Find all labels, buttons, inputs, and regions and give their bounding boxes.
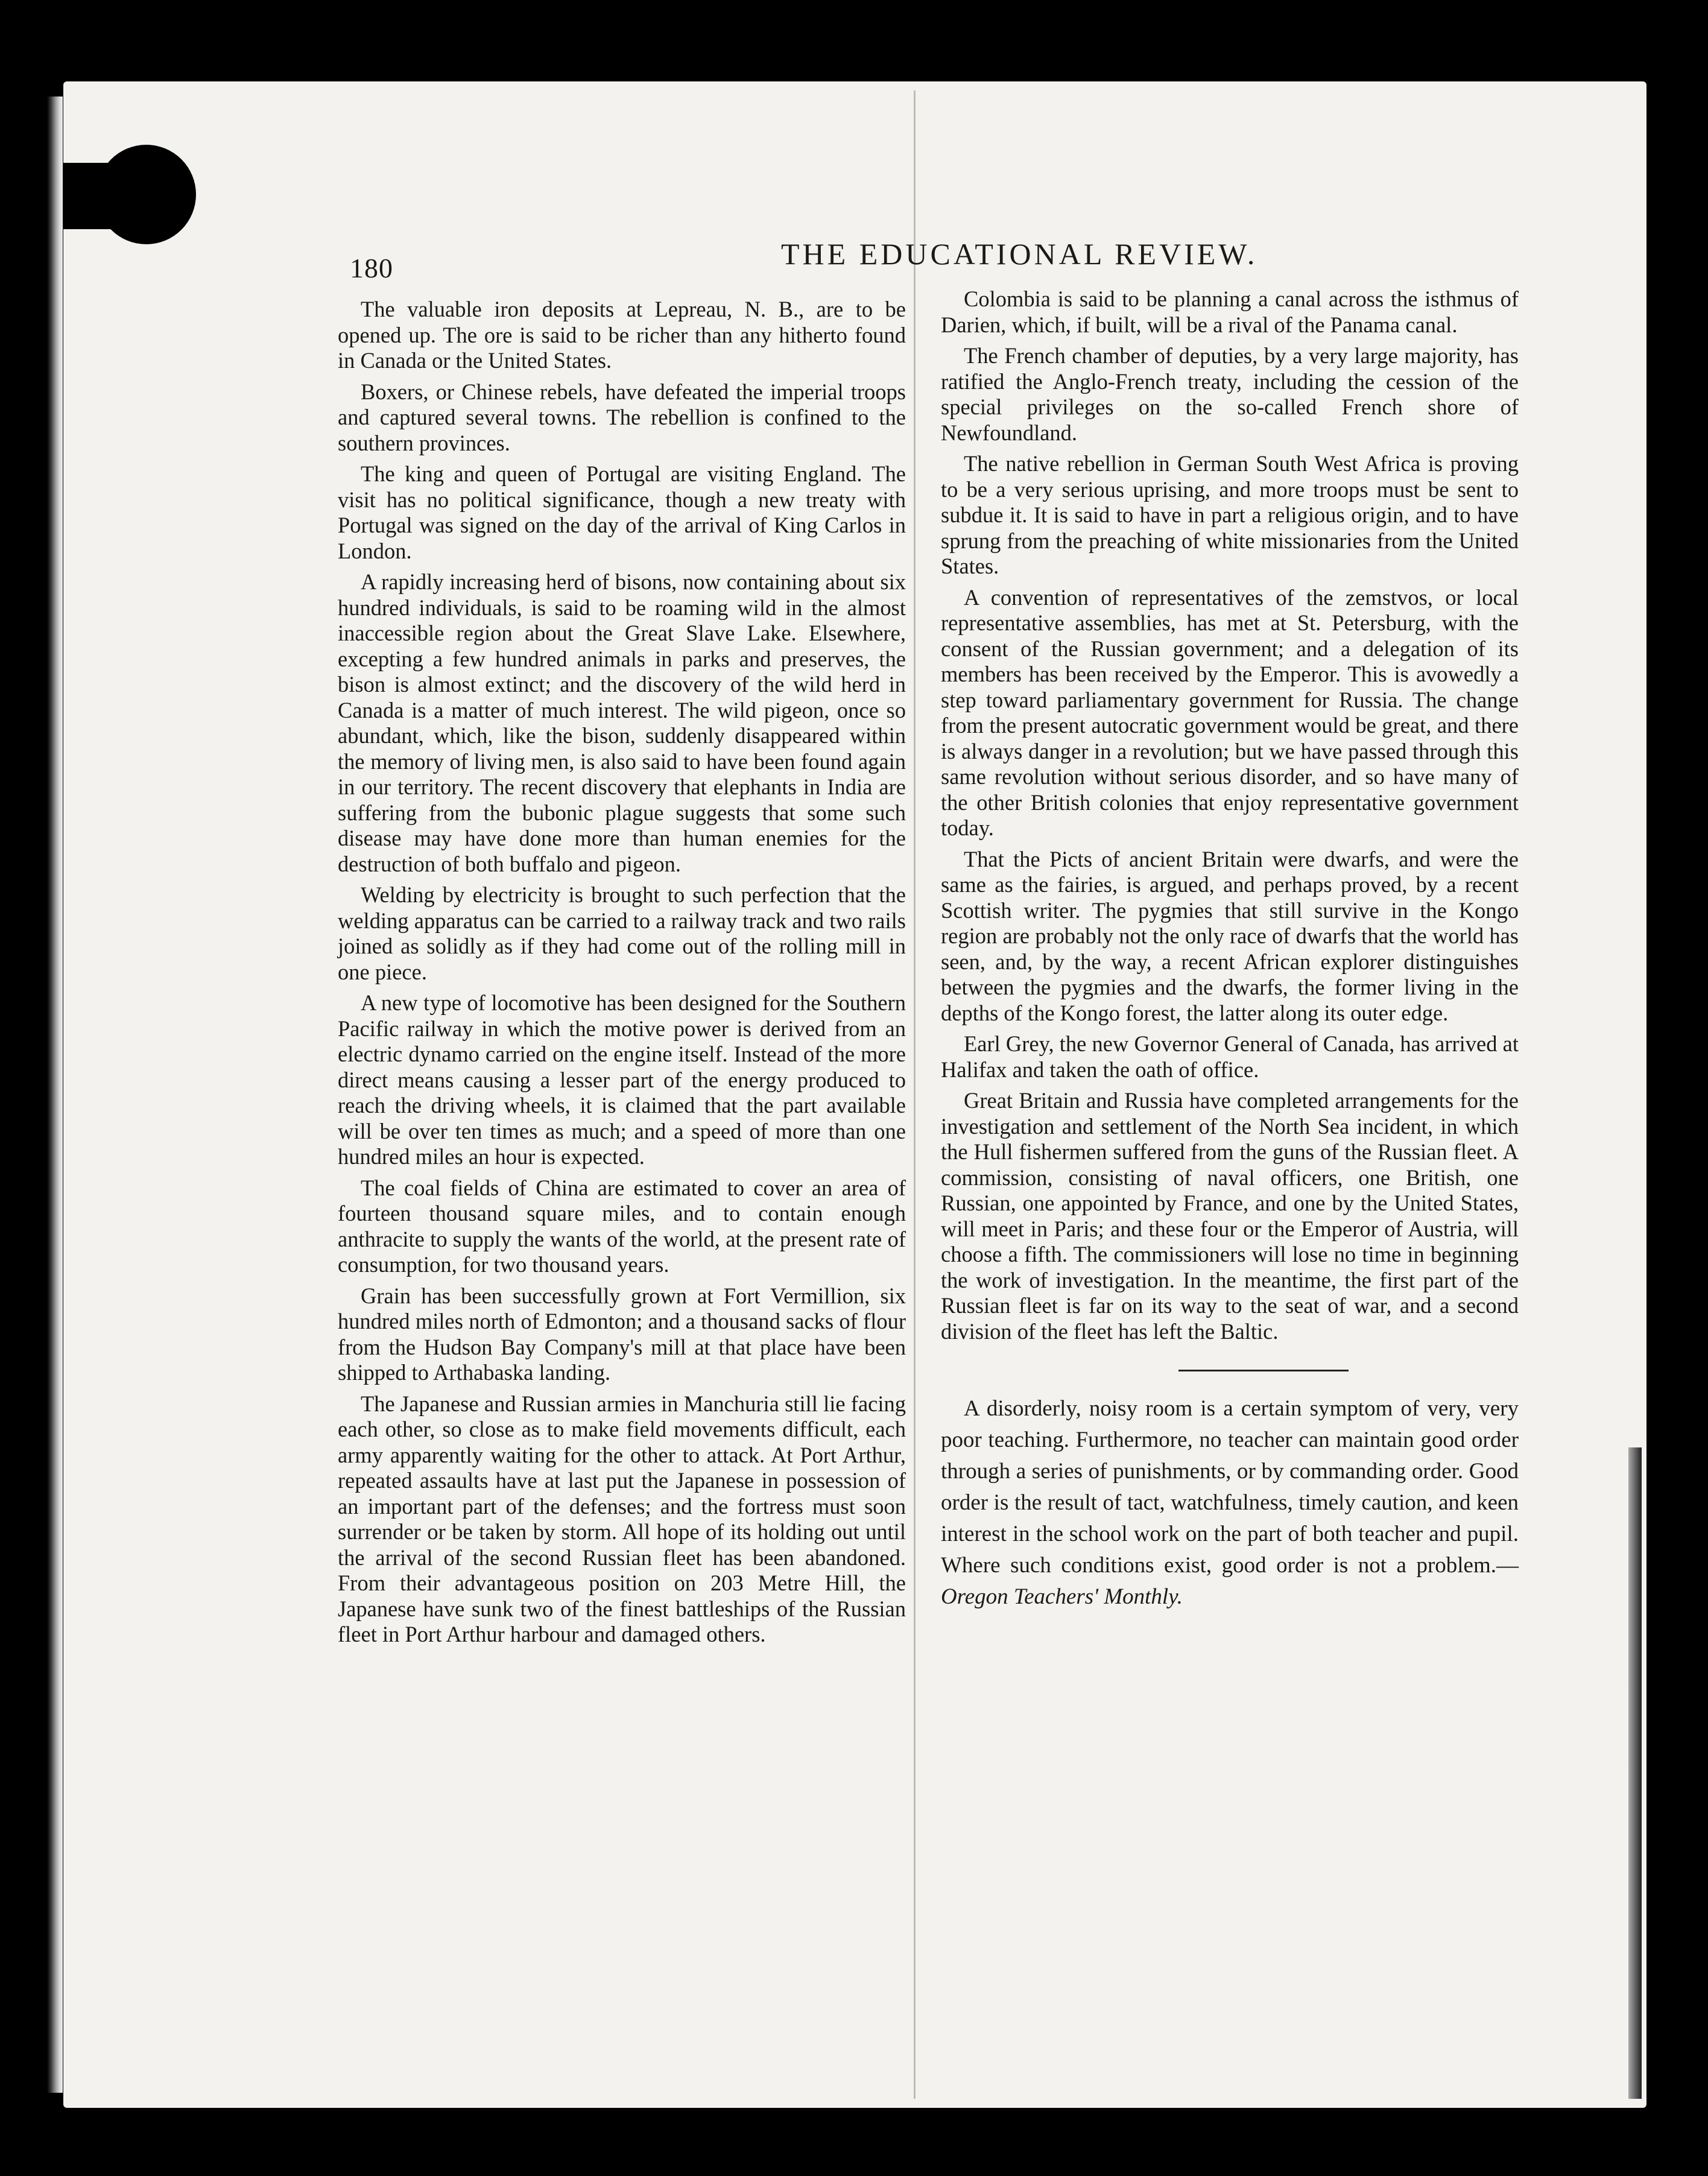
news-paragraph: A rapidly increasing herd of bisons, now containing about six hundred individuals, is said to be roaming wild in the almost inaccessible region about the Great Slave Lake. Elsewhere, excepting a few hundred animals in parks and preserves, the bison is almost extinct; and the discovery of the wild herd in Canada is a matter of much interest. The wild pigeon, once so abundant, which, like the bison, suddenly disappeared within the memory of living men, is also said to have been found again in our territory. The recent discovery that elephants in India are suffering from the bubonic plague suggests that some such disease may have done more than human enemies for the destruction of both buffalo and pigeon.	[338, 569, 906, 876]
news-paragraph: The native rebellion in German South West Africa is proving to be a very serious uprising, and more troops must be sent to subdue it. It is said to have in part a religious origin, and to have sprung from the preaching of white missionaries from the United States.	[941, 451, 1519, 578]
news-paragraph: A new type of locomotive has been designed for the Southern Pacific railway in which the motive power is derived from an electric dynamo carried on the engine itself. Instead of the more direct means causing a lesser part of the energy produced to reach the driving wheels, it is claimed that the part available will be over ten times as much; and a speed of more than one hundred miles an hour is expected.	[338, 990, 906, 1169]
news-paragraph: The valuable iron deposits at Lepreau, N. B., are to be opened up. The ore is said to be richer than any hitherto found in Canada or the United States.	[338, 297, 906, 373]
news-paragraph: Earl Grey, the new Governor General of Canada, has arrived at Halifax and taken the oath of office.	[941, 1031, 1519, 1082]
left-column	[338, 297, 906, 1653]
binding-edge	[47, 96, 63, 2093]
news-paragraph: The king and queen of Portugal are visiting England. The visit has no political significance, though a new treaty with Portugal was signed on the day of the arrival of King Carlos in London.	[338, 461, 906, 563]
quote-source: Oregon Teachers' Monthly.	[941, 1584, 1183, 1609]
news-paragraph: Great Britain and Russia have completed arrangements for the investigation and settlement of the North Sea incident, in which the Hull fishermen suffered from the guns of the Russian fleet. A commission, consisting of naval officers, one British, one Russian, one appointed by France, and one by the United States, will meet in Paris; and these four or the Emperor of Austria, will choose a fifth. The commissioners will lose no time in beginning the work of investigation. In the meantime, the first part of the Russian fleet is far on its way to the seat of war, and a second division of the fleet has left the Baltic.	[941, 1088, 1519, 1344]
journal-title: THE EDUCATIONAL REVIEW.	[781, 237, 1258, 271]
page-number: 180	[350, 253, 393, 283]
news-paragraph: Grain has been successfully grown at Fort Vermillion, six hundred miles north of Edmonton; and a thousand sacks of flour from the Hudson Bay Company's mill at that place have been shipped to Arthabaska landing.	[338, 1283, 906, 1385]
news-paragraph: A convention of representatives of the zemstvos, or local representative assemblies, has met at St. Petersburg, with the consent of the Russian government; and a delegation of its members has been received by the Emperor. This is avowedly a step toward parliamentary government for Russia. The change from the present autocratic government would be great, and there is always danger in a revolution; but we have passed through this same revolution without serious disorder, and so have many of the other British colonies that enjoy representative government today.	[941, 584, 1519, 840]
news-paragraph: Boxers, or Chinese rebels, have defeated the imperial troops and captured several towns. The rebellion is confined to the southern provinces.	[338, 379, 906, 455]
binding-hole	[96, 145, 196, 244]
news-paragraph: Welding by electricity is brought to such perfection that the welding apparatus can be carried to a railway track and two rails joined as solidly as if they had come out of the rolling mill in one piece.	[338, 882, 906, 984]
news-paragraph: The French chamber of deputies, by a very large majority, has ratified the Anglo-French treaty, including the cession of the special privileges on the so-called French shore of Newfoundland.	[941, 343, 1519, 445]
news-paragraph: The Japanese and Russian armies in Manchuria still lie facing each other, so close as to make field movements difficult, each army apparently waiting for the other to attack. At Port Arthur, repeated assaults have at last put the Japanese in possession of an important part of the defenses; and the fortress must soon surrender or be taken by storm. All hope of its holding out until the arrival of the second Russian fleet has been abandoned. From their advantageous position on 203 Metre Hill, the Japanese have sunk two of the finest battleships of the Russian fleet in Port Arthur harbour and damaged others.	[338, 1391, 906, 1646]
right-column	[941, 286, 1519, 1618]
column-gutter-line	[914, 90, 916, 2099]
quote-text: A disorderly, noisy room is a certain symptom of very, very poor teaching. Furthermore, no teacher can maintain good order through a series of punishments, or by commanding order. Good order is the result of tact, watchfulness, timely caution, and keen interest in the school work on the part of both teacher and pupil. Where such conditions exist, good order is not a problem.—	[941, 1396, 1519, 1578]
news-paragraph: Colombia is said to be planning a canal across the isthmus of Darien, which, if built, will be a rival of the Panama canal.	[941, 286, 1519, 337]
book-spine-shadow	[1628, 1447, 1642, 2099]
news-paragraph: The coal fields of China are estimated to cover an area of fourteen thousand square miles, and to contain enough anthracite to supply the wants of the world, at the present rate of consumption, for two thousand years.	[338, 1175, 906, 1277]
quote-paragraph	[941, 1393, 1519, 1613]
section-divider	[1178, 1370, 1349, 1371]
news-paragraph: That the Picts of ancient Britain were dwarfs, and were the same as the fairies, is argued, and perhaps proved, by a recent Scottish writer. The pygmies that still survive in the Kongo region are probably not the only race of dwarfs that the world has seen, and, by the way, a recent African explorer distinguishes between the pygmies and the dwarfs, the former living in the depths of the Kongo forest, the latter along its outer edge.	[941, 846, 1519, 1025]
